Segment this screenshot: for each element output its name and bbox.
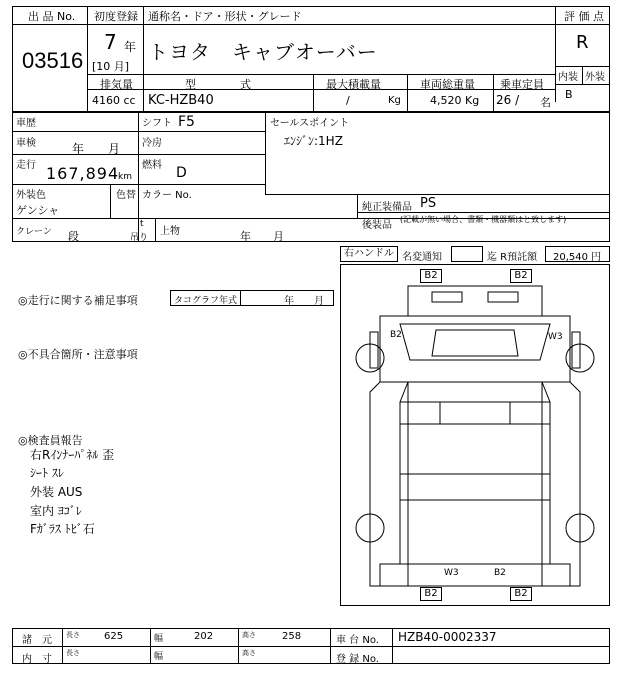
inner-length-label: 長さ <box>66 649 80 657</box>
lot-no: 03516 <box>22 48 84 73</box>
lot-no-label: 出 品 No. <box>28 10 76 23</box>
upper-unit: 年 月 <box>240 230 284 243</box>
capacity-label: 乗車定員 <box>500 78 544 91</box>
height: 258 <box>282 631 302 642</box>
tachograph-label: タコグラフ年式 <box>174 296 238 306</box>
exterior-label: 外装 <box>585 72 605 83</box>
width-label: 幅 <box>154 634 164 644</box>
driving-notes-label: ◎走行に関する補足事項 <box>18 294 138 307</box>
mark-below-right: B2 <box>510 587 532 601</box>
gross-weight-label: 車両総重量 <box>420 78 475 91</box>
gross-weight: 4,520 Kg <box>430 94 480 107</box>
mark-cab-right: W3 <box>548 332 563 342</box>
right-handle-box <box>340 246 398 262</box>
sales-point-label: セールスポイント <box>270 118 350 129</box>
inspector-line-4: 室内 ﾖｺﾞﾚ <box>30 504 82 518</box>
chassis: HZB40-0002337 <box>398 630 497 644</box>
interior-grade: B <box>565 88 573 101</box>
crane-stage: 段 <box>68 230 79 243</box>
first-reg-label: 初度登録 <box>94 10 138 23</box>
color-change-label: 色替 <box>116 190 136 201</box>
shift: F5 <box>178 114 195 130</box>
mileage-unit: km <box>118 172 132 182</box>
fuel-label: 燃料 <box>142 160 162 171</box>
first-reg-year-unit: 年 <box>124 40 137 54</box>
history-label: 車歴 <box>16 118 36 129</box>
inner-width-label: 幅 <box>154 652 164 662</box>
displacement-label: 排気量 <box>100 78 133 91</box>
defects-label: ◎不具合箇所・注意事項 <box>18 348 138 361</box>
max-load: / <box>346 94 350 107</box>
truck-outline <box>340 264 610 606</box>
length: 625 <box>104 631 124 642</box>
shift-label: シフト <box>142 118 172 129</box>
mileage-label: 走行 <box>16 160 36 171</box>
capacity-unit: 名 <box>540 96 551 109</box>
std-equip: PS <box>420 196 437 211</box>
aircon-label: 冷房 <box>142 138 162 149</box>
max-load-unit: Kg <box>388 95 401 106</box>
length-label: 長さ <box>66 631 80 639</box>
reg-label: 登 録 No. <box>336 654 379 665</box>
meter-change-box <box>451 246 483 262</box>
inspector-label: ◎検査員報告 <box>18 434 83 447</box>
height-label: 高さ <box>242 631 256 639</box>
color-no-label: カラー No. <box>142 190 192 201</box>
ext-color: ゲンシャ <box>16 204 60 217</box>
displacement: 4160 cc <box>92 94 136 107</box>
interior-label: 内装 <box>558 72 578 83</box>
mileage: 167,894 <box>46 164 120 183</box>
chassis-label: 車 台 No. <box>336 635 379 646</box>
tachograph-unit: 年 月 <box>284 296 324 307</box>
crane-t: t <box>140 219 144 229</box>
inspector-line-5: Fｶﾞﾗｽ ﾄﾋﾞ石 <box>30 522 95 536</box>
std-equip-label: 純正装備品 <box>362 202 412 213</box>
first-reg-year: 7 <box>104 30 117 54</box>
odo-label: 迄 R預託額 <box>487 252 538 263</box>
model: KC-HZB40 <box>148 93 214 108</box>
rating-label: 評 価 点 <box>564 10 604 23</box>
model-label: 型 式 <box>185 78 251 91</box>
aftermarket-note: (記載が無い場合、書類・機器類はと致します) <box>400 215 567 224</box>
ext-color-label: 外装色 <box>16 190 46 201</box>
sales-point: ｴﾝｼﾞﾝ:1HZ <box>284 134 343 148</box>
recycle-fee: 20,540 円 <box>553 252 602 263</box>
inner-label: 内 寸 <box>22 654 52 665</box>
meter-change-label: 名変通知 <box>402 252 442 263</box>
capacity: 26 / <box>496 93 520 107</box>
rating: R <box>576 32 589 53</box>
max-load-label: 最大積載量 <box>326 78 381 91</box>
inspection-label: 車検 <box>16 138 36 149</box>
car-name: トヨタ キャブオーバー <box>148 40 378 64</box>
width: 202 <box>194 631 214 642</box>
crane-label: クレーン <box>16 227 52 237</box>
inspector-line-1: 右Rｲﾝﾅｰﾊﾟﾈﾙ 歪 <box>30 448 115 462</box>
mark-bottom-w3: W3 <box>444 568 459 578</box>
dims-label: 諸 元 <box>22 635 52 646</box>
mark-top-right: B2 <box>510 269 532 283</box>
name-label: 通称名・ドア・形状・グレード <box>148 10 302 23</box>
mark-bottom-b2: B2 <box>494 568 506 578</box>
inner-height-label: 高さ <box>242 649 256 657</box>
inspector-line-3: 外装 AUS <box>30 485 83 499</box>
crane-lift: 吊り <box>130 233 149 243</box>
upper-label: 上物 <box>160 226 180 237</box>
inspection-unit: 年 月 <box>72 142 121 156</box>
mark-cab-left: B2 <box>390 330 402 340</box>
mark-top-left: B2 <box>420 269 442 283</box>
right-handle: 右ハンドル <box>344 248 394 259</box>
mark-below-left: B2 <box>420 587 442 601</box>
aftermarket-label: 後装品 <box>362 220 392 231</box>
first-reg-month: [10 月] <box>92 60 130 73</box>
inspector-line-2: ｼｰﾄ ｽﾚ <box>30 466 64 480</box>
fuel: D <box>176 165 187 181</box>
